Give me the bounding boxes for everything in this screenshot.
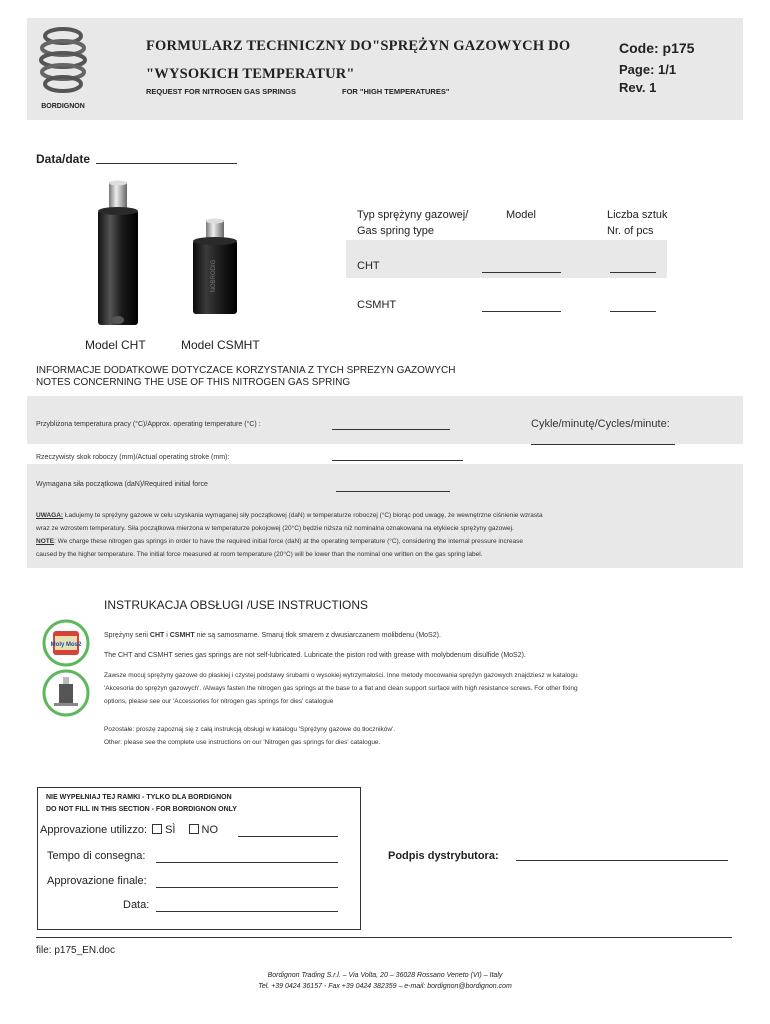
- instr-p1-pre: Sprężyny serii: [104, 632, 150, 639]
- notes-heading-en: NOTES CONCERNING THE USE OF THIS NITROGEN GAS SPRING: [36, 377, 351, 388]
- note-line1: : We charge these nitrogen gas springs in order to have the required initial force (daN) at the operating temperature (°C), considering the internal pressure increase: [54, 538, 523, 545]
- distributor-signature-label: Podpis dystrybutora:: [388, 850, 499, 862]
- cht-model-field[interactable]: [482, 272, 561, 273]
- notes-heading-pl: INFORMACJE DODATKOWE DOTYCZACE KORZYSTANIA Z TYCH SPREZYN GAZOWYCH: [36, 365, 456, 376]
- instructions-heading: INSTRUKACJA OBSŁUGI /USE INSTRUCTIONS: [104, 598, 369, 612]
- form-title-line1: FORMULARZ TECHNICZNY DO"SPRĘŻYN GAZOWYCH DO: [146, 38, 571, 54]
- uwaga-key: UWAGA:: [36, 512, 64, 519]
- pcs-header-2: Nr. of pcs: [607, 225, 654, 237]
- spring-type-header-1: Typ sprężyny gazowej/: [357, 209, 469, 221]
- delivery-label: Tempo di consegna:: [47, 850, 146, 862]
- temp-label: Przybliżona temperatura pracy (°C)/Approx. operating temperature (°C) :: [36, 421, 261, 428]
- bordignon-logo: [38, 26, 88, 110]
- instr-p1-csmht: CSMHT: [169, 632, 195, 639]
- office-box-title2: DO NOT FILL IN THIS SECTION - FOR BORDIGNON ONLY: [46, 806, 237, 813]
- doc-rev: Rev. 1: [619, 80, 657, 95]
- cht-pcs-field[interactable]: [610, 272, 656, 273]
- footer-divider: [36, 937, 732, 938]
- instr-p2: The CHT and CSMHT series gas springs are not self-lubricated. Lubricate the piston rod with grease with molybdenum disulfide (MoS2).: [104, 652, 526, 659]
- stroke-field[interactable]: [332, 460, 463, 461]
- csmht-spring-image: [190, 218, 240, 318]
- office-date-label: Data:: [123, 899, 150, 911]
- temp-field[interactable]: [332, 429, 450, 430]
- pcs-header-1: Liczba sztuk: [607, 209, 668, 221]
- instr-p3: [104, 669, 744, 708]
- uwaga-line2: wraz ze wzrostem temperatury. Siła początkowa mierzona w temperaturze pokojowej (20°C) będzie niższa niż nominalna oznakowana na etykiecie sprężyny gazowej.: [36, 525, 514, 532]
- form-title-line2: "WYSOKICH TEMPERATUR": [146, 66, 355, 82]
- yes-label: SÌ: [165, 824, 176, 836]
- force-label: Wymagana siła początkowa (daN)/Required initial force: [36, 481, 208, 488]
- instr-p1-cht: CHT: [149, 632, 165, 639]
- uwaga-line1: Ładujemy te sprężyny gazowe w celu uzyskania wymaganej siły początkowej (daN) w temperaturze roboczej (°C) biorąc pod uwagę, że wewnętrzne ciśnienie wzrasta: [63, 512, 543, 519]
- force-field[interactable]: [336, 491, 450, 492]
- no-label: NO: [201, 824, 219, 836]
- instr-p3-line3: options, please see our 'Accessories for nitrogen gas springs for dies' catalogue: [104, 698, 334, 705]
- distributor-signature-field[interactable]: [516, 860, 728, 861]
- uwaga-note: [36, 509, 736, 561]
- approval-row: [40, 824, 218, 836]
- spring-type-header-2: Gas spring type: [357, 225, 435, 237]
- instr-p1: [104, 632, 441, 639]
- final-approval-field[interactable]: [156, 887, 338, 888]
- grease-icon: [42, 619, 90, 667]
- screw-mount-icon: [42, 669, 90, 717]
- approval-label: Approvazione utilizzo:: [40, 824, 148, 836]
- doc-page: Page: 1/1: [619, 62, 677, 77]
- csmht-pcs-field[interactable]: [610, 311, 656, 312]
- office-box-title1: NIE WYPEŁNIAJ TEJ RAMKI - TYLKO DLA BORDIGNON: [46, 794, 232, 801]
- delivery-field[interactable]: [156, 862, 338, 863]
- row-csmht-label: CSMHT: [357, 299, 397, 311]
- company-contact: Tel. +39 0424 36157 - Fax +39 0424 382359 – e-mail: bordignon@bordignon.com: [258, 983, 512, 990]
- form-subtitle-en2: FOR "HIGH TEMPERATURES": [342, 87, 450, 96]
- instr-p3-line1: Zawsze mocuj sprężyny gazowe do płaskiej i czystej podstawy śrubami o wysokiej wytrzymałości. Inne metody mocowania sprężyn gazowych znajdziesz w katalogu: [104, 672, 578, 679]
- company-address: Bordignon Trading S.r.l. – Via Volta, 20 – 36028 Rossano Veneto (VI) – Italy: [267, 972, 503, 979]
- instr-p4: [104, 723, 395, 749]
- brand-name: BORDIGNON: [41, 103, 85, 110]
- instr-p4-line1: Pozostałe: proszę zapoznaj się z całą instrukcją obsługi w katalogu 'Sprężyny gazowe do tłoczników'.: [104, 726, 396, 733]
- cycles-field[interactable]: [531, 444, 675, 445]
- model-csmht-label: Model CSMHT: [181, 338, 260, 352]
- instr-p1-mid: i: [164, 632, 170, 639]
- date-field[interactable]: [96, 163, 237, 164]
- grease-icon-text: Moly Mos2: [50, 642, 82, 648]
- file-name: file: p175_EN.doc: [36, 945, 115, 956]
- instr-p4-line2: Other: please see the complete use instructions on our 'Nitrogen gas springs for dies' catalogue.: [104, 739, 381, 746]
- csmht-engraving: NOBRODIG: [211, 259, 217, 293]
- spring-logo-icon: [38, 26, 88, 96]
- row-cht-label: CHT: [357, 260, 380, 272]
- cycles-label: Cykle/minutę/Cycles/minute:: [531, 418, 670, 430]
- form-subtitle-en: REQUEST FOR NITROGEN GAS SPRINGS: [146, 87, 297, 96]
- model-header: Model: [506, 209, 536, 221]
- stroke-label: Rzeczywisty skok roboczy (mm)/Actual operating stroke (mm):: [36, 454, 230, 461]
- csmht-model-field[interactable]: [482, 311, 561, 312]
- yes-checkbox[interactable]: [152, 824, 162, 834]
- note-key: NOTE: [36, 538, 55, 545]
- instr-p1-post: nie są samosmarne. Smaruj tłok smarem z dwusiarczanem molibdenu (MoS2).: [194, 632, 441, 639]
- final-approval-label: Approvazione finale:: [47, 875, 147, 887]
- approval-field[interactable]: [238, 836, 338, 837]
- no-checkbox[interactable]: [189, 824, 199, 834]
- cht-spring-image: [88, 180, 148, 330]
- office-date-field[interactable]: [156, 911, 338, 912]
- date-label: Data/date: [36, 152, 91, 166]
- model-cht-label: Model CHT: [85, 338, 146, 352]
- doc-code: Code: p175: [619, 40, 695, 56]
- instr-p3-line2: 'Akcesoria do sprężyn gazowych'. /Always fasten the nitrogen gas springs at the base to a flat and clean support surface with high resistance screws. For other fixing: [104, 685, 578, 692]
- note-line2: caused by the higher temperature. The initial force measured at room temperature (20°C) will be lower than the nominal one written on the gas spring label.: [36, 551, 483, 558]
